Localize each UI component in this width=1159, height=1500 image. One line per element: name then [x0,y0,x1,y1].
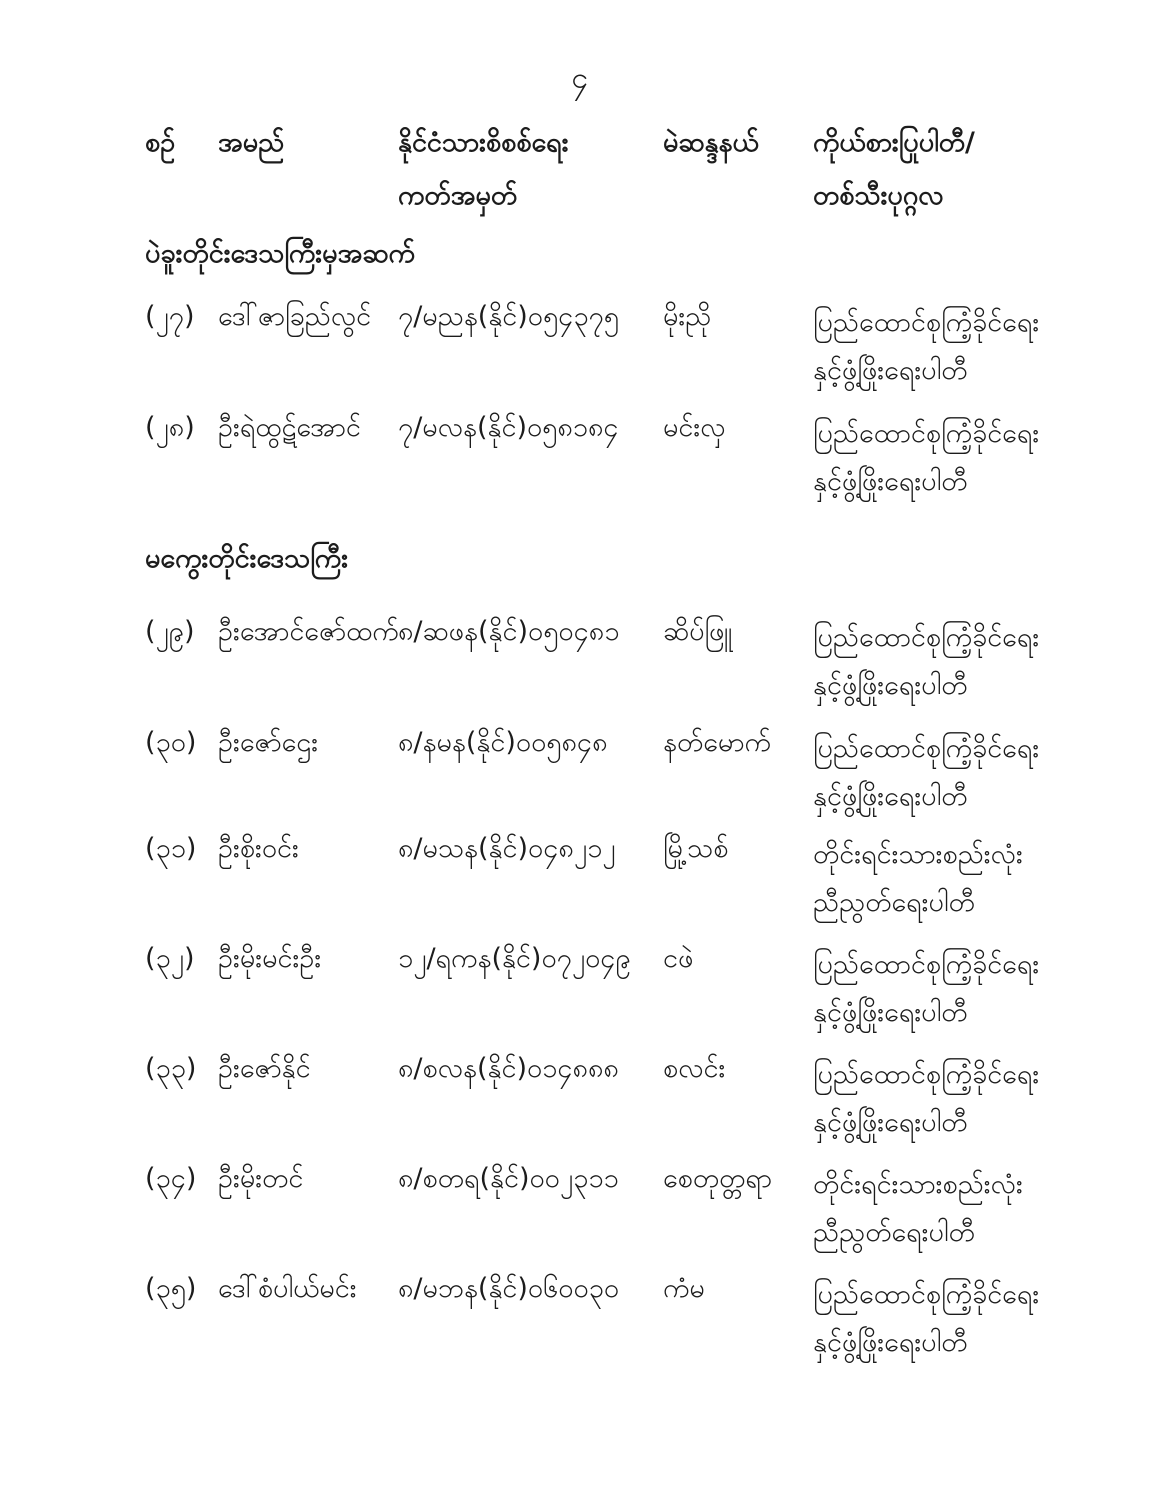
nrc-number: ၈/နမန(နိုင်)၀၀၅၈၄၈ [398,727,608,758]
table-row-32 [0,941,1159,1037]
member-name: ဦးဇော်နိုင် [218,1053,311,1084]
table-row-31 [0,831,1159,927]
constituency: ဆိပ်ဖြူ [663,616,733,647]
member-name: ဦးအောင်ဇော်ထက် [218,616,399,647]
serial-number: (၃၄) [145,1163,197,1194]
nrc-number: ၇/မညန(နိုင်)၀၅၄၃၇၅ [398,301,619,332]
nrc-number: ၈/မသန(နိုင်)၀၄၈၂၁၂ [398,833,616,864]
serial-number: (၃၃) [145,1053,197,1084]
nrc-number: ၈/စလန(နိုင်)၀၁၄၈၈၈ [398,1053,619,1084]
table-row-30 [0,725,1159,821]
header-no: စဉ် [145,127,176,158]
header-nrc-line1: နိုင်ငံသားစိစစ်ရေး [398,127,569,158]
table-row-34 [0,1161,1159,1257]
party [813,410,1039,506]
party-line: နှင့်ဖွံ့ဖြိုးရေးပါတီ [813,1327,968,1358]
page-number: ၄ [571,61,588,96]
constituency: နတ်မောက် [663,727,771,758]
member-name: ဦးမိုးမင်းဦး [218,943,322,974]
serial-number: (၂၉) [145,616,195,647]
party-line: ညီညွတ်ရေးပါတီ [813,887,975,918]
party-line: ပြည်ထောင်စုကြံ့ခိုင်ရေး [813,1279,1040,1310]
party-line: နှင့်ဖွံ့ဖြိုးရေးပါတီ [813,670,968,701]
serial-number: (၃၂) [145,943,195,974]
party-line: ပြည်ထောင်စုကြံ့ခိုင်ရေး [813,733,1040,764]
nrc-number: ၈/မဘန(နိုင်)၀၆၀၀၃၀ [398,1273,620,1304]
header-party-line2: တစ်သီးပုဂ္ဂလ [813,180,944,211]
party-line: တိုင်းရင်းသားစည်းလုံး [813,839,1023,870]
party-line: နှင့်ဖွံ့ဖြိုးရေးပါတီ [813,466,968,497]
constituency: မင်းလှ [663,412,726,443]
party-line: ပြည်ထောင်စုကြံ့ခိုင်ရေး [813,418,1040,449]
table-row-29 [0,614,1159,710]
party [813,1271,1039,1367]
table-row-27 [0,299,1159,395]
party-line: နှင့်ဖွံ့ဖြိုးရေးပါတီ [813,1107,968,1138]
party [813,1161,1023,1257]
party [813,941,1039,1037]
table-row-33 [0,1051,1159,1147]
table-row-28 [0,410,1159,506]
party-line: ပြည်ထောင်စုကြံ့ခိုင်ရေး [813,622,1040,653]
party-line: နှင့်ဖွံ့ဖြိုးရေးပါတီ [813,997,968,1028]
header-constituency: မဲဆန္ဒနယ် [663,127,759,158]
header-nrc-line2: ကတ်အမှတ် [398,180,518,211]
section-title-bago-continued: ပဲခူးတိုင်းဒေသကြီးမှအဆက် [145,238,415,269]
party-line: တိုင်းရင်းသားစည်းလုံး [813,1169,1023,1200]
nrc-number: ၈/စတရ(နိုင်)၀၀၂၃၁၁ [398,1163,619,1194]
constituency: စလင်း [663,1053,726,1084]
nrc-number: ၈/ဆဖန(နိုင်)၀၅၀၄၈၁ [398,616,620,647]
constituency: မြို့သစ် [663,833,729,864]
member-name: ဦးဇော်ဌေး [218,727,319,758]
serial-number: (၂၈) [145,412,195,443]
party-line: ပြည်ထောင်စုကြံ့ခိုင်ရေး [813,307,1040,338]
party [813,299,1039,395]
member-name: ဦးမိုးတင် [218,1163,304,1194]
member-name: ဦးရဲထွဋ်အောင် [218,412,361,443]
constituency: ကံမ [663,1273,705,1304]
nrc-number: ၇/မလန(နိုင်)၀၅၈၁၈၄ [398,412,619,443]
party [813,1051,1039,1147]
constituency: စေတုတ္တရာ [663,1163,773,1194]
table-row-35 [0,1271,1159,1367]
member-name: ဦးစိုးဝင်း [218,833,299,864]
party-line: ညီညွတ်ရေးပါတီ [813,1217,975,1248]
party-line: ပြည်ထောင်စုကြံ့ခိုင်ရေး [813,1059,1040,1090]
party-line: နှင့်ဖွံ့ဖြိုးရေးပါတီ [813,781,968,812]
party [813,725,1039,821]
serial-number: (၃၁) [145,833,197,864]
nrc-number: ၁၂/ရကန(နိုင်)၀၇၂၀၄၉ [398,943,631,974]
member-name: ဒေါ်ဇာခြည်လွင် [218,301,372,332]
party-line: နှင့်ဖွံ့ဖြိုးရေးပါတီ [813,355,968,386]
serial-number: (၃၀) [145,727,197,758]
constituency: မိုးညို [663,301,712,332]
party [813,831,1023,927]
party-line: ပြည်ထောင်စုကြံ့ခိုင်ရေး [813,949,1040,980]
serial-number: (၂၇) [145,301,195,332]
constituency: ငဖဲ [663,943,694,974]
header-party-line1: ကိုယ်စားပြုပါတီ/ [813,127,975,158]
header-name: အမည် [218,127,285,158]
section-title-magway: မကွေးတိုင်းဒေသကြီး [145,543,349,574]
serial-number: (၃၅) [145,1273,197,1304]
member-name: ဒေါ်စံပါယ်မင်း [218,1273,357,1304]
party [813,614,1039,710]
